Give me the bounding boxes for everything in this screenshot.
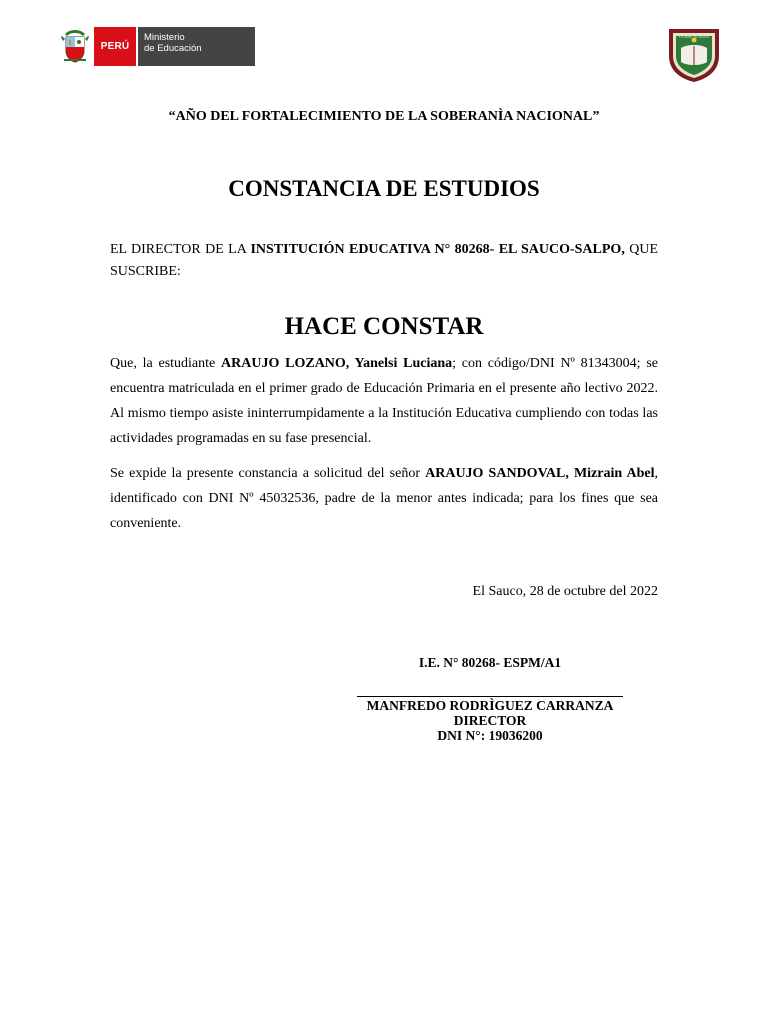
peru-coat-of-arms-icon — [58, 27, 92, 66]
certify-heading: HACE CONSTAR — [284, 313, 484, 340]
p1-prefix: Que, la estudiante — [110, 356, 222, 371]
ministry-line-1: Ministerio — [144, 32, 185, 43]
ministry-label — [138, 27, 255, 66]
parent-name: ARAUJO SANDOVAL, Mizrain Abel — [425, 466, 655, 481]
signature-line — [357, 696, 623, 697]
p2-prefix: Se expide la presente constancia a solicitud del señor — [110, 466, 426, 481]
date-line: El Sauco, 28 de octubre del 2022 — [472, 584, 658, 599]
request-paragraph — [110, 461, 658, 536]
student-paragraph — [110, 351, 658, 451]
ministry-logo — [58, 27, 255, 66]
institution-name: INSTITUCIÓN EDUCATIVA N° 80268- EL SAUCO-SALPO, — [250, 242, 625, 257]
signer-dni: DNI N°: 19036200 — [437, 728, 543, 743]
signer-name: MANFREDO RODRÌGUEZ CARRANZA — [366, 698, 614, 713]
institution-code: I.E. N° 80268- ESPM/A1 — [418, 655, 562, 670]
document-title: CONSTANCIA DE ESTUDIOS — [228, 176, 540, 201]
signer-role: DIRECTOR — [453, 713, 527, 728]
signature-block — [357, 698, 623, 743]
ministry-line-2: de Educación — [144, 43, 202, 54]
country-label: PERÚ — [94, 27, 136, 66]
motto: “AÑO DEL FORTALECIMIENTO DE LA SOBERANÌA NACIONAL” — [168, 109, 600, 124]
p2-suffix: , identificado con DNI Nº 45032536, padre de la menor antes indicada; para los fines que sea conveniente. — [110, 466, 658, 531]
intro-paragraph — [110, 239, 658, 283]
p1-suffix: ; con código/DNI Nº 81343004; se encuentra matriculada en el primer grado de Educación Primaria en el presente año lectivo 2022. Al mismo tiempo asiste ininterrumpidamente a la Institución Educativa cumpliendo con todas las actividades programadas en su fase presencial. — [110, 356, 659, 446]
intro-suffix: QUE SUSCRIBE: — [110, 242, 658, 279]
school-crest-icon — [667, 26, 721, 84]
crest-text: I.E. 80268 · EL SAUCO — [679, 35, 709, 39]
intro-prefix: EL DIRECTOR DE LA — [110, 242, 251, 257]
student-name: ARAUJO LOZANO, Yanelsi Luciana — [221, 356, 453, 371]
